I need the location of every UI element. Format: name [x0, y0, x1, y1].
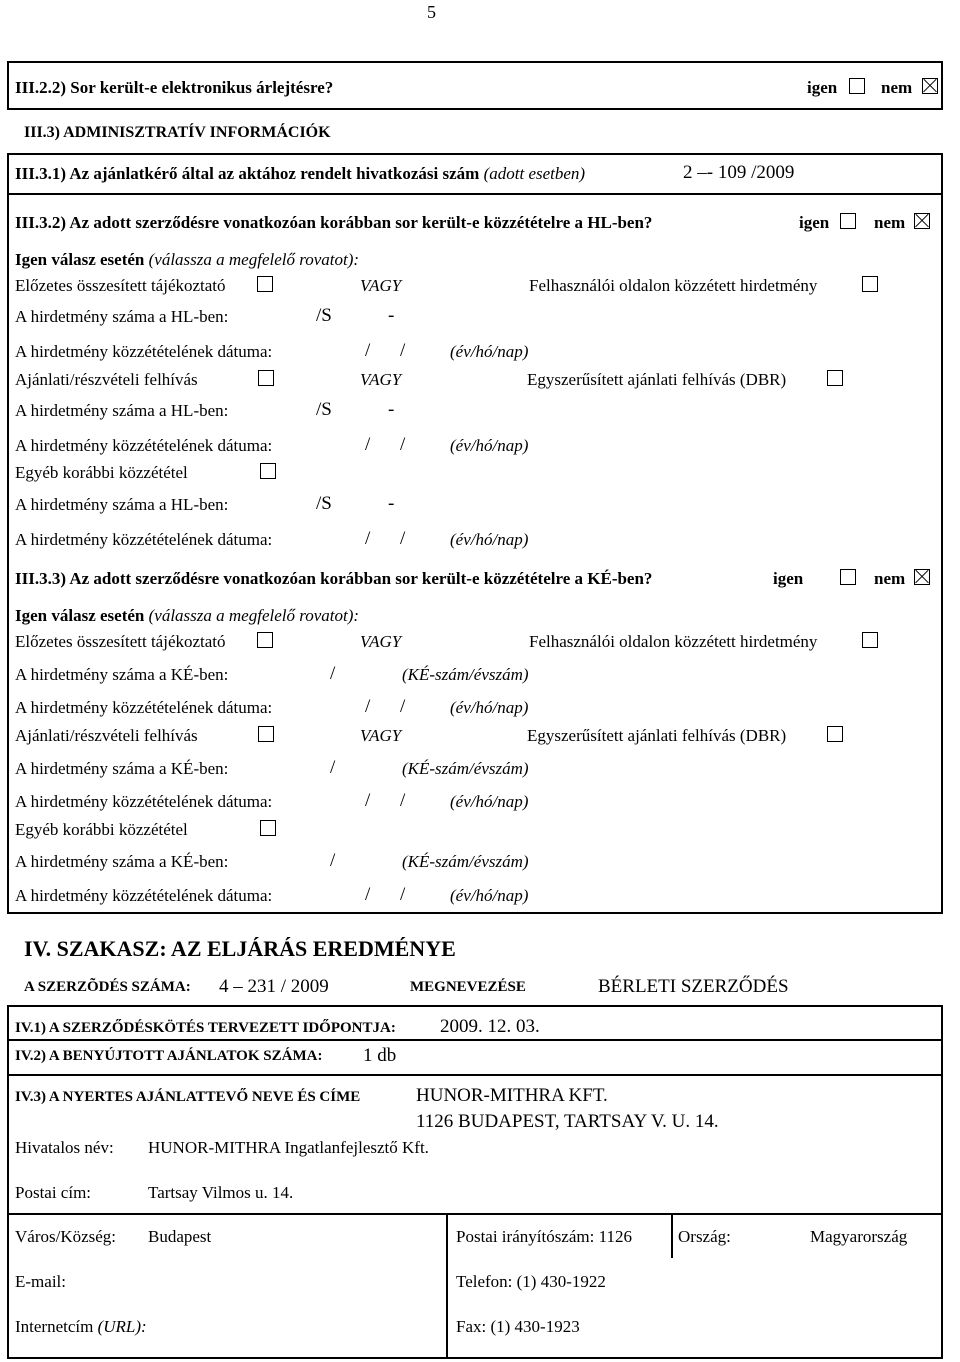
hl-opt-call-label: Ajánlati/részvételi felhívás: [15, 370, 198, 389]
hl-num-s-3: /S: [316, 493, 332, 514]
no-checkbox-checked[interactable]: [922, 78, 938, 94]
ke-date-slash-2a: /: [365, 790, 371, 811]
url-label: [15, 1318, 147, 1335]
ke-opt-profile-checkbox[interactable]: [862, 632, 878, 648]
ke-opt-call-label: Ajánlati/részvételi felhívás: [15, 726, 198, 745]
hl-num-dash-2: -: [388, 399, 395, 420]
winner-address: 1126 BUDAPEST, TARTSAY V. U. 14.: [416, 1111, 719, 1132]
ke-answer-hint: (válassza a megfelelő rovatot):: [148, 606, 360, 625]
iv3-label: IV.3) A NYERTES AJÁNLATTEVŐ NEVE ÉS CÍME: [15, 1089, 361, 1105]
hl-opt-other-label: Egyéb korábbi közzététel: [15, 463, 188, 482]
hl-num-s-1: /S: [316, 305, 332, 326]
hl-no-checkbox-checked[interactable]: [914, 213, 930, 229]
ke-opt-call-checkbox[interactable]: [258, 726, 274, 742]
reference-number-text: III.3.1) Az ajánlatkérő által az aktához rendelt hivatkozási szám: [15, 164, 480, 183]
ke-num-fmt-1: (KÉ-szám/évszám): [402, 665, 529, 684]
section-iv-heading: IV. SZAKASZ: AZ ELJÁRÁS EREDMÉNYE: [24, 936, 456, 961]
ke-yes-checkbox[interactable]: [840, 569, 856, 585]
hl-answer-hint: (válassza a megfelelő rovatot):: [148, 250, 360, 269]
hl-opt-other-checkbox[interactable]: [260, 463, 276, 479]
ke-question: III.3.3) Az adott szerződésre vonatkozóan korábban sor került-e közzétételre a KÉ-ben?: [15, 569, 653, 588]
ke-num-fmt-3: (KÉ-szám/évszám): [402, 852, 529, 871]
hl-date-slash-2a: /: [365, 434, 371, 455]
hl-date-slash-1a: /: [365, 340, 371, 361]
hl-date-fmt-3: (év/hó/nap): [450, 530, 529, 549]
iv1-value: 2009. 12. 03.: [440, 1016, 540, 1037]
postal-code: Postai irányítószám: 1126: [456, 1227, 632, 1246]
url-label-text: Internetcím: [15, 1317, 94, 1336]
ke-date-slash-3b: /: [400, 884, 406, 905]
ke-date-slash-2b: /: [400, 790, 406, 811]
ke-opt-dbr-label: Egyszerűsített ajánlati felhívás (DBR): [527, 726, 787, 745]
admin-info-heading: III.3) ADMINISZTRATÍV INFORMÁCIÓK: [24, 124, 331, 141]
contract-number-label: A SZERZÕDÉS SZÁMA:: [24, 979, 191, 995]
iv2-label: IV.2) A BENYÚJTOTT AJÁNLATOK SZÁMA:: [15, 1048, 323, 1064]
hl-yes-label: igen: [799, 213, 830, 232]
email-label: E-mail:: [15, 1272, 66, 1291]
hl-date-fmt-2: (év/hó/nap): [450, 436, 529, 455]
yes-checkbox[interactable]: [849, 78, 865, 94]
hl-date-slash-1b: /: [400, 340, 406, 361]
reference-number-note: (adott esetben): [483, 164, 586, 183]
hl-opt-profile-label: Felhasználói oldalon közzétett hirdetmény: [529, 276, 818, 295]
hl-num-s-2: /S: [316, 399, 332, 420]
official-name-value: HUNOR-MITHRA Ingatlanfejlesztő Kft.: [148, 1138, 429, 1157]
ke-opt-prelim-checkbox[interactable]: [257, 632, 273, 648]
hl-opt-prelim-label: Előzetes összesített tájékoztató: [15, 276, 226, 295]
hl-num-label-1: A hirdetmény száma a HL-ben:: [15, 307, 229, 326]
hl-num-label-3: A hirdetmény száma a HL-ben:: [15, 495, 229, 514]
url-label-hint: (URL):: [97, 1317, 147, 1336]
ke-num-label-3: A hirdetmény száma a KÉ-ben:: [15, 852, 229, 871]
ke-opt-other-checkbox[interactable]: [260, 820, 276, 836]
contract-name-label: MEGNEVEZÉSE: [410, 979, 526, 995]
hl-date-label-2: A hirdetmény közzétételének dátuma:: [15, 436, 273, 455]
contract-name-value: BÉRLETI SZERZŐDÉS: [598, 976, 789, 997]
hl-date-slash-3a: /: [365, 528, 371, 549]
hl-question: III.3.2) Az adott szerződésre vonatkozóan korábban sor került-e közzétételre a HL-ben?: [15, 213, 653, 232]
ke-date-slash-1a: /: [365, 696, 371, 717]
yes-label: igen: [807, 78, 838, 97]
postal-address-label: Postai cím:: [15, 1183, 92, 1202]
hl-date-label-1: A hirdetmény közzétételének dátuma:: [15, 342, 273, 361]
ke-num-label-1: A hirdetmény száma a KÉ-ben:: [15, 665, 229, 684]
reference-number-label: [15, 165, 585, 182]
hl-date-slash-2b: /: [400, 434, 406, 455]
iv2-value: 1 db: [363, 1045, 397, 1066]
ke-opt-prelim-label: Előzetes összesített tájékoztató: [15, 632, 226, 651]
ke-date-fmt-1: (év/hó/nap): [450, 698, 529, 717]
ke-date-label-3: A hirdetmény közzétételének dátuma:: [15, 886, 273, 905]
ke-num-slash-2: /: [330, 757, 336, 778]
city-value: Budapest: [148, 1227, 212, 1246]
hl-opt-dbr-label: Egyszerűsített ajánlati felhívás (DBR): [527, 370, 787, 389]
hl-answer-instruction: [15, 251, 359, 268]
hl-opt-call-checkbox[interactable]: [258, 370, 274, 386]
country-value: Magyarország: [810, 1227, 908, 1246]
hl-opt-profile-checkbox[interactable]: [862, 276, 878, 292]
country-label: Ország:: [678, 1227, 731, 1246]
ke-date-fmt-3: (év/hó/nap): [450, 886, 529, 905]
ke-opt-profile-label: Felhasználói oldalon közzétett hirdetmény: [529, 632, 818, 651]
ke-or-2: VAGY: [360, 726, 402, 745]
hl-answer-label: Igen válasz esetén: [15, 250, 145, 269]
ke-num-fmt-2: (KÉ-szám/évszám): [402, 759, 529, 778]
hl-date-slash-3b: /: [400, 528, 406, 549]
ke-date-slash-3a: /: [365, 884, 371, 905]
reference-number-value: 2 –- 109 /2009: [683, 162, 795, 183]
ke-no-checkbox-checked[interactable]: [914, 569, 930, 585]
postal-address-value: Tartsay Vilmos u. 14.: [148, 1183, 294, 1202]
city-label: Város/Község:: [15, 1227, 117, 1246]
ke-or-1: VAGY: [360, 632, 402, 651]
ke-date-slash-1b: /: [400, 696, 406, 717]
hl-or-2: VAGY: [360, 370, 402, 389]
winner-name: HUNOR-MITHRA KFT.: [416, 1085, 608, 1106]
contract-number-value: 4 – 231 / 2009: [219, 976, 329, 997]
ke-answer-instruction: [15, 607, 359, 624]
hl-date-label-3: A hirdetmény közzétételének dátuma:: [15, 530, 273, 549]
electronic-auction-question: III.2.2) Sor került-e elektronikus árlejtésre?: [15, 78, 334, 97]
ke-opt-other-label: Egyéb korábbi közzététel: [15, 820, 188, 839]
ke-num-label-2: A hirdetmény száma a KÉ-ben:: [15, 759, 229, 778]
hl-num-dash-1: -: [388, 305, 395, 326]
ke-date-label-1: A hirdetmény közzétételének dátuma:: [15, 698, 273, 717]
ke-opt-dbr-checkbox[interactable]: [827, 726, 843, 742]
hl-or-1: VAGY: [360, 276, 402, 295]
official-name-label: Hivatalos név:: [15, 1138, 114, 1157]
hl-no-label: nem: [874, 213, 906, 232]
page-number: 5: [427, 2, 436, 22]
hl-date-fmt-1: (év/hó/nap): [450, 342, 529, 361]
ke-no-label: nem: [874, 569, 906, 588]
ke-num-slash-3: /: [330, 850, 336, 871]
hl-opt-dbr-checkbox[interactable]: [827, 370, 843, 386]
iv1-label: IV.1) A SZERZŐDÉSKÖTÉS TERVEZETT IDŐPONTJA:: [15, 1020, 396, 1036]
ke-date-fmt-2: (év/hó/nap): [450, 792, 529, 811]
phone: Telefon: (1) 430-1922: [456, 1272, 606, 1291]
ke-date-label-2: A hirdetmény közzétételének dátuma:: [15, 792, 273, 811]
hl-yes-checkbox[interactable]: [840, 213, 856, 229]
ke-yes-label: igen: [773, 569, 804, 588]
ke-answer-label: Igen válasz esetén: [15, 606, 145, 625]
hl-num-dash-3: -: [388, 493, 395, 514]
hl-num-label-2: A hirdetmény száma a HL-ben:: [15, 401, 229, 420]
fax: Fax: (1) 430-1923: [456, 1317, 580, 1336]
ke-num-slash-1: /: [330, 663, 336, 684]
no-label: nem: [881, 78, 913, 97]
hl-opt-prelim-checkbox[interactable]: [257, 276, 273, 292]
